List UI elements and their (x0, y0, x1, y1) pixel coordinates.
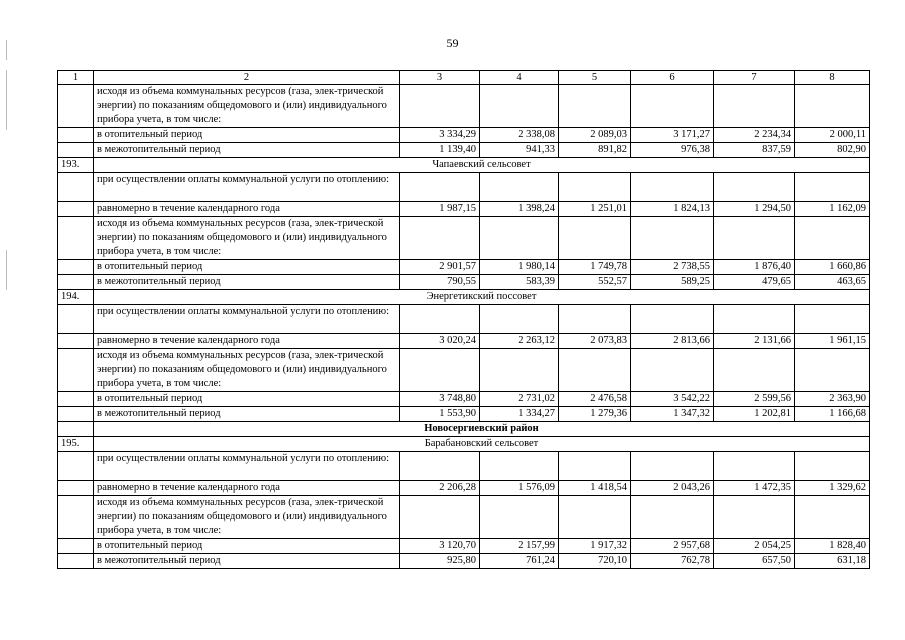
row-number-cell (58, 275, 94, 290)
value-cell (795, 305, 870, 334)
value-cell: 3 171,27 (631, 128, 714, 143)
value-cell: 1 472,35 (714, 481, 795, 496)
value-cell: 2 234,34 (714, 128, 795, 143)
value-cell (631, 496, 714, 539)
description-cell: при осуществлении оплаты коммунальной услуги по отоплению: (94, 173, 400, 202)
tariff-table (57, 70, 870, 569)
value-cell (714, 349, 795, 392)
value-cell (714, 173, 795, 202)
value-cell (400, 85, 480, 128)
row-number-cell (58, 305, 94, 334)
description-row (58, 173, 870, 202)
column-number: 3 (400, 71, 480, 85)
value-cell: 2 131,66 (714, 334, 795, 349)
value-cell (714, 452, 795, 481)
row-label: в отопительный период (94, 539, 400, 554)
value-cell: 761,24 (480, 554, 559, 569)
row-number-cell (58, 496, 94, 539)
value-cell: 3 020,24 (400, 334, 480, 349)
value-cell (559, 496, 631, 539)
row-label: равномерно в течение календарного года (94, 202, 400, 217)
value-cell: 463,65 (795, 275, 870, 290)
row-label: в отопительный период (94, 128, 400, 143)
value-cell: 2 338,08 (480, 128, 559, 143)
value-cell (559, 217, 631, 260)
value-cell: 3 542,22 (631, 392, 714, 407)
column-number: 5 (559, 71, 631, 85)
value-cell: 631,18 (795, 554, 870, 569)
value-cell: 1 347,32 (631, 407, 714, 422)
column-number: 6 (631, 71, 714, 85)
value-cell: 479,65 (714, 275, 795, 290)
value-cell: 2 901,57 (400, 260, 480, 275)
row-number-cell (58, 85, 94, 128)
table-row (58, 143, 870, 158)
value-cell (631, 305, 714, 334)
value-cell (400, 173, 480, 202)
settlement-title: Барабановский сельсовет (94, 437, 870, 452)
settlement-heading-row (58, 158, 870, 173)
value-cell: 2 054,25 (714, 539, 795, 554)
settlement-heading-row (58, 437, 870, 452)
value-cell: 762,78 (631, 554, 714, 569)
value-cell: 2 738,55 (631, 260, 714, 275)
district-heading-row (58, 422, 870, 437)
value-cell (480, 305, 559, 334)
description-cell: исходя из объема коммунальных ресурсов (газа, элек-трической энергии) по показаниям общедомового и (или) индивидуального прибора учета, в том числе: (94, 85, 400, 128)
row-number-cell (58, 481, 94, 496)
value-cell (400, 452, 480, 481)
row-number-cell (58, 392, 94, 407)
value-cell: 891,82 (559, 143, 631, 158)
value-cell (480, 496, 559, 539)
row-number-cell (58, 334, 94, 349)
scan-edge-mark (6, 70, 7, 130)
value-cell: 1 917,32 (559, 539, 631, 554)
row-number-cell (58, 143, 94, 158)
scan-edge-mark (6, 250, 7, 290)
value-cell: 1 553,90 (400, 407, 480, 422)
value-cell: 2 206,28 (400, 481, 480, 496)
page-number: 59 (446, 36, 459, 50)
value-cell: 1 329,62 (795, 481, 870, 496)
value-cell (631, 173, 714, 202)
value-cell: 3 334,29 (400, 128, 480, 143)
settlement-title: Чапаевский сельсовет (94, 158, 870, 173)
value-cell: 2 476,58 (559, 392, 631, 407)
value-cell: 2 157,99 (480, 539, 559, 554)
column-number: 4 (480, 71, 559, 85)
column-number: 7 (714, 71, 795, 85)
value-cell: 3 748,80 (400, 392, 480, 407)
value-cell: 1 398,24 (480, 202, 559, 217)
value-cell: 2 263,12 (480, 334, 559, 349)
table-row (58, 202, 870, 217)
value-cell: 2 000,11 (795, 128, 870, 143)
value-cell (795, 85, 870, 128)
value-cell (631, 452, 714, 481)
settlement-heading-row (58, 290, 870, 305)
description-cell: исходя из объема коммунальных ресурсов (газа, элек-трической энергии) по показаниям общедомового и (или) индивидуального прибора учета, в том числе: (94, 496, 400, 539)
table-row (58, 481, 870, 496)
value-cell (480, 217, 559, 260)
value-cell: 1 980,14 (480, 260, 559, 275)
table-row (58, 554, 870, 569)
description-row (58, 452, 870, 481)
row-label: в межотопительный период (94, 143, 400, 158)
row-number-cell (58, 539, 94, 554)
description-cell: при осуществлении оплаты коммунальной услуги по отоплению: (94, 452, 400, 481)
value-cell: 925,80 (400, 554, 480, 569)
value-cell: 1 876,40 (714, 260, 795, 275)
table-row (58, 275, 870, 290)
description-row (58, 217, 870, 260)
value-cell: 837,59 (714, 143, 795, 158)
table-row (58, 539, 870, 554)
row-number-cell (58, 422, 94, 437)
row-number-cell (58, 349, 94, 392)
value-cell: 2 073,83 (559, 334, 631, 349)
value-cell: 583,39 (480, 275, 559, 290)
row-label: в межотопительный период (94, 554, 400, 569)
row-number-cell (58, 202, 94, 217)
table-row (58, 392, 870, 407)
table-row (58, 128, 870, 143)
description-cell: исходя из объема коммунальных ресурсов (газа, элек-трической энергии) по показаниям общедомового и (или) индивидуального прибора учета, в том числе: (94, 349, 400, 392)
description-row (58, 496, 870, 539)
value-cell (714, 85, 795, 128)
column-number: 1 (58, 71, 94, 85)
value-cell: 3 120,70 (400, 539, 480, 554)
value-cell: 2 813,66 (631, 334, 714, 349)
value-cell (480, 173, 559, 202)
value-cell: 1 139,40 (400, 143, 480, 158)
value-cell: 2 957,68 (631, 539, 714, 554)
value-cell (795, 452, 870, 481)
value-cell: 941,33 (480, 143, 559, 158)
value-cell: 790,55 (400, 275, 480, 290)
value-cell (795, 217, 870, 260)
row-label: в межотопительный период (94, 275, 400, 290)
value-cell (400, 349, 480, 392)
value-cell: 1 987,15 (400, 202, 480, 217)
row-number: 194. (58, 290, 94, 305)
value-cell (714, 496, 795, 539)
value-cell (559, 173, 631, 202)
value-cell: 802,90 (795, 143, 870, 158)
column-number-row (58, 71, 870, 85)
description-row (58, 349, 870, 392)
value-cell: 976,38 (631, 143, 714, 158)
value-cell (559, 349, 631, 392)
description-cell: при осуществлении оплаты коммунальной услуги по отоплению: (94, 305, 400, 334)
value-cell: 1 824,13 (631, 202, 714, 217)
row-label: в отопительный период (94, 260, 400, 275)
value-cell: 1 251,01 (559, 202, 631, 217)
value-cell (480, 85, 559, 128)
value-cell (631, 349, 714, 392)
value-cell: 1 334,27 (480, 407, 559, 422)
value-cell: 2 599,56 (714, 392, 795, 407)
value-cell: 1 749,78 (559, 260, 631, 275)
description-cell: исходя из объема коммунальных ресурсов (газа, элек-трической энергии) по показаниям общедомового и (или) индивидуального прибора учета, в том числе: (94, 217, 400, 260)
value-cell (480, 452, 559, 481)
value-cell (559, 305, 631, 334)
value-cell: 1 294,50 (714, 202, 795, 217)
value-cell: 589,25 (631, 275, 714, 290)
district-title: Новосергиевский район (94, 422, 870, 437)
value-cell: 1 279,36 (559, 407, 631, 422)
row-label: в отопительный период (94, 392, 400, 407)
scan-edge-mark (6, 40, 7, 60)
value-cell: 720,10 (559, 554, 631, 569)
row-label: в межотопительный период (94, 407, 400, 422)
description-row (58, 305, 870, 334)
row-number-cell (58, 217, 94, 260)
value-cell (795, 173, 870, 202)
value-cell (631, 85, 714, 128)
value-cell: 1 576,09 (480, 481, 559, 496)
row-number-cell (58, 260, 94, 275)
value-cell: 1 166,68 (795, 407, 870, 422)
value-cell: 1 961,15 (795, 334, 870, 349)
value-cell (559, 452, 631, 481)
value-cell: 2 043,26 (631, 481, 714, 496)
row-label: равномерно в течение календарного года (94, 481, 400, 496)
value-cell: 657,50 (714, 554, 795, 569)
row-number-cell (58, 128, 94, 143)
value-cell (480, 349, 559, 392)
row-number-cell (58, 173, 94, 202)
value-cell (795, 496, 870, 539)
value-cell (400, 217, 480, 260)
value-cell: 1 660,86 (795, 260, 870, 275)
value-cell: 552,57 (559, 275, 631, 290)
table-row (58, 260, 870, 275)
row-number-cell (58, 452, 94, 481)
settlement-title: Энергетикский поссовет (94, 290, 870, 305)
value-cell: 2 731,02 (480, 392, 559, 407)
table-row (58, 407, 870, 422)
value-cell: 1 828,40 (795, 539, 870, 554)
column-number: 2 (94, 71, 400, 85)
value-cell: 2 363,90 (795, 392, 870, 407)
value-cell: 1 162,09 (795, 202, 870, 217)
value-cell (559, 85, 631, 128)
row-label: равномерно в течение календарного года (94, 334, 400, 349)
column-number: 8 (795, 71, 870, 85)
value-cell (400, 305, 480, 334)
table-row (58, 334, 870, 349)
row-number-cell (58, 407, 94, 422)
value-cell (631, 217, 714, 260)
value-cell: 2 089,03 (559, 128, 631, 143)
description-row (58, 85, 870, 128)
row-number: 193. (58, 158, 94, 173)
value-cell (795, 349, 870, 392)
row-number: 195. (58, 437, 94, 452)
value-cell (400, 496, 480, 539)
value-cell (714, 305, 795, 334)
row-number-cell (58, 554, 94, 569)
value-cell: 1 202,81 (714, 407, 795, 422)
value-cell (714, 217, 795, 260)
value-cell: 1 418,54 (559, 481, 631, 496)
